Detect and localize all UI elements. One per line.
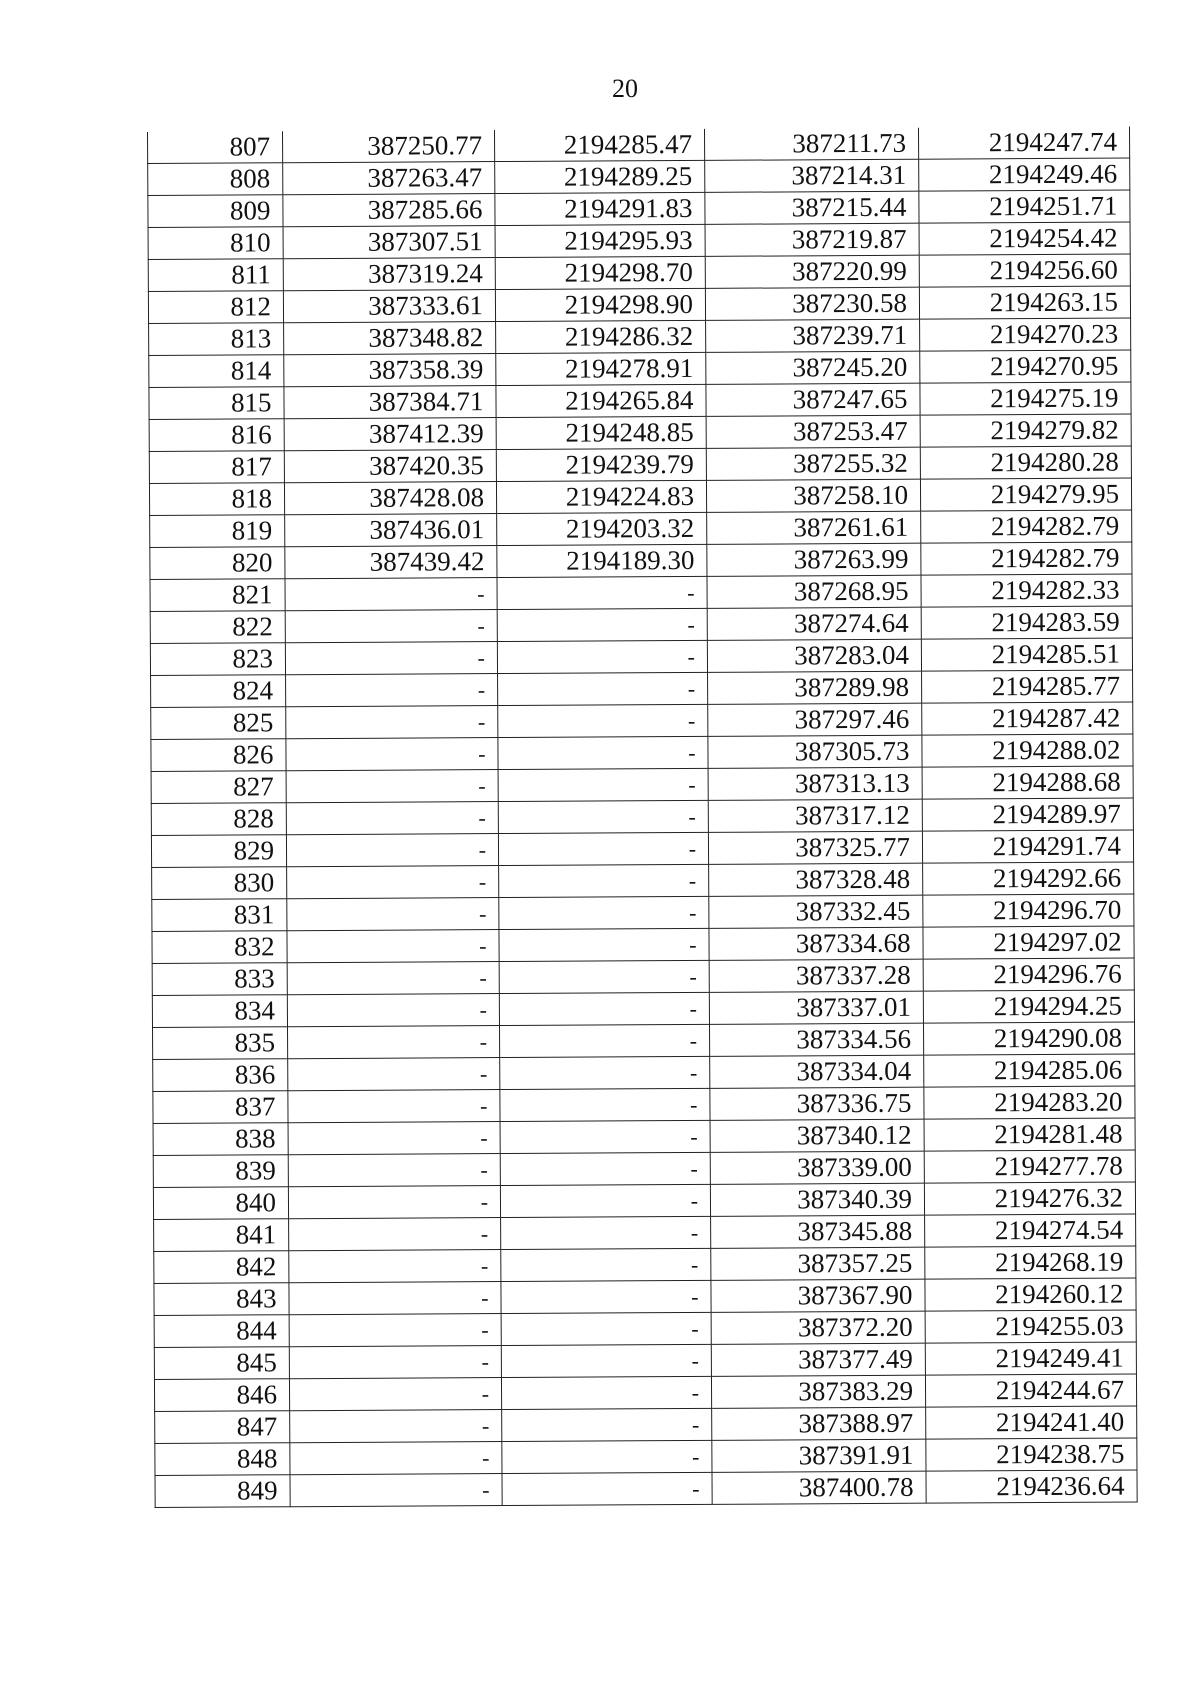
point-number-cell: 820 [150,547,285,580]
point-number-cell: 815 [149,387,284,420]
x-coordinate-cell-2: 387247.65 [706,383,920,416]
x-coordinate-cell: - [288,1090,500,1123]
y-coordinate-cell-2: 2194279.95 [920,478,1131,511]
x-coordinate-cell: 387263.47 [283,162,495,195]
x-coordinate-cell-2: 387215.44 [705,191,919,224]
y-coordinate-cell: - [498,832,708,865]
y-coordinate-cell-2: 2194254.42 [919,222,1130,255]
point-number-cell: 847 [155,1411,290,1444]
y-coordinate-cell: - [501,1248,711,1281]
x-coordinate-cell: - [286,770,498,803]
y-coordinate-cell: 2194189.30 [497,544,707,577]
y-coordinate-cell: 2194291.83 [495,192,705,225]
y-coordinate-cell: - [498,704,708,737]
x-coordinate-cell: - [289,1218,501,1251]
point-number-cell: 811 [148,259,283,292]
point-number-cell: 823 [150,643,285,676]
x-coordinate-cell-2: 387388.97 [712,1407,926,1440]
y-coordinate-cell-2: 2194260.12 [925,1278,1136,1311]
point-number-cell: 832 [152,931,287,964]
x-coordinate-cell-2: 387258.10 [706,479,920,512]
y-coordinate-cell: - [500,1088,710,1121]
point-number-cell: 836 [153,1059,288,1092]
y-coordinate-cell: - [502,1440,712,1473]
y-coordinate-cell: 2194278.91 [496,352,706,385]
point-number-cell: 840 [153,1187,288,1220]
y-coordinate-cell: - [500,1120,710,1153]
y-coordinate-cell-2: 2194268.19 [925,1246,1136,1279]
y-coordinate-cell: - [501,1344,711,1377]
y-coordinate-cell-2: 2194236.64 [926,1470,1137,1503]
x-coordinate-cell: 387439.42 [285,546,497,579]
table-row [155,1470,1137,1507]
x-coordinate-cell-2: 387334.56 [709,1023,923,1056]
y-coordinate-cell-2: 2194238.75 [926,1438,1137,1471]
x-coordinate-cell-2: 387211.73 [704,128,918,161]
y-coordinate-cell: - [500,1152,710,1185]
x-coordinate-cell: - [290,1410,502,1443]
x-coordinate-cell: 387333.61 [283,290,495,323]
x-coordinate-cell: 387319.24 [283,258,495,291]
point-number-cell: 830 [152,867,287,900]
point-number-cell: 818 [149,483,284,516]
x-coordinate-cell-2: 387220.99 [705,255,919,288]
y-coordinate-cell-2: 2194274.54 [925,1214,1136,1247]
x-coordinate-cell: - [287,866,499,899]
x-coordinate-cell-2: 387357.25 [711,1247,925,1280]
x-coordinate-cell: - [285,610,497,643]
y-coordinate-cell-2: 2194285.06 [924,1054,1135,1087]
x-coordinate-cell: - [289,1282,501,1315]
point-number-cell: 808 [148,163,283,196]
y-coordinate-cell: 2194203.32 [497,512,707,545]
x-coordinate-cell: - [288,1154,500,1187]
x-coordinate-cell: 387358.39 [284,354,496,387]
x-coordinate-cell-2: 387367.90 [711,1279,925,1312]
x-coordinate-cell: - [287,898,499,931]
y-coordinate-cell-2: 2194277.78 [924,1150,1135,1183]
y-coordinate-cell-2: 2194275.19 [920,382,1131,415]
x-coordinate-cell: - [285,642,497,675]
x-coordinate-cell-2: 387255.32 [706,447,920,480]
y-coordinate-cell: 2194239.79 [496,448,706,481]
x-coordinate-cell-2: 387391.91 [712,1439,926,1472]
point-number-cell: 843 [154,1283,289,1316]
y-coordinate-cell: - [497,640,707,673]
x-coordinate-cell-2: 387313.13 [708,767,922,800]
x-coordinate-cell-2: 387400.78 [712,1471,926,1504]
x-coordinate-cell: - [285,578,497,611]
point-number-cell: 839 [153,1155,288,1188]
y-coordinate-cell: 2194295.93 [495,224,705,257]
point-number-cell: 835 [153,1027,288,1060]
y-coordinate-cell: 2194248.85 [496,416,706,449]
y-coordinate-cell: - [498,672,708,705]
x-coordinate-cell-2: 387245.20 [706,351,920,384]
y-coordinate-cell: 2194286.32 [496,320,706,353]
y-coordinate-cell-2: 2194255.03 [925,1310,1136,1343]
page-number: 20 [612,74,638,103]
point-number-cell: 848 [155,1443,290,1476]
x-coordinate-cell-2: 387339.00 [710,1151,924,1184]
y-coordinate-cell: - [498,736,708,769]
x-coordinate-cell-2: 387332.45 [709,895,923,928]
x-coordinate-cell-2: 387230.58 [705,287,919,320]
point-number-cell: 813 [149,323,284,356]
point-number-cell: 829 [151,835,286,868]
x-coordinate-cell-2: 387383.29 [711,1375,925,1408]
y-coordinate-cell: - [501,1312,711,1345]
point-number-cell: 816 [149,419,284,452]
point-number-cell: 812 [148,291,283,324]
coordinate-table-body [147,127,1137,1508]
x-coordinate-cell: 387436.01 [285,514,497,547]
y-coordinate-cell-2: 2194287.42 [922,702,1133,735]
point-number-cell: 845 [154,1347,289,1380]
point-number-cell: 826 [151,739,286,772]
y-coordinate-cell-2: 2194296.76 [923,958,1134,991]
y-coordinate-cell: - [500,1056,710,1089]
y-coordinate-cell-2: 2194270.23 [920,318,1131,351]
y-coordinate-cell: - [499,896,709,929]
point-number-cell: 822 [150,611,285,644]
x-coordinate-cell-2: 387372.20 [711,1311,925,1344]
x-coordinate-cell-2: 387214.31 [705,159,919,192]
point-number-cell: 827 [151,771,286,804]
point-number-cell: 834 [152,995,287,1028]
y-coordinate-cell-2: 2194247.74 [918,127,1129,160]
x-coordinate-cell-2: 387305.73 [708,735,922,768]
y-coordinate-cell: 2194224.83 [496,480,706,513]
x-coordinate-cell-2: 387336.75 [710,1087,924,1120]
point-number-cell: 828 [151,803,286,836]
x-coordinate-cell-2: 387263.99 [707,543,921,576]
y-coordinate-cell-2: 2194244.67 [925,1374,1136,1407]
x-coordinate-cell-2: 387328.48 [709,863,923,896]
x-coordinate-cell: 387420.35 [284,450,496,483]
x-coordinate-cell-2: 387261.61 [707,511,921,544]
x-coordinate-cell: - [288,1186,500,1219]
y-coordinate-cell-2: 2194270.95 [920,350,1131,383]
y-coordinate-cell-2: 2194282.79 [921,510,1132,543]
x-coordinate-cell-2: 387377.49 [711,1343,925,1376]
x-coordinate-cell: - [286,674,498,707]
y-coordinate-cell: - [499,992,709,1025]
x-coordinate-cell: 387307.51 [283,226,495,259]
x-coordinate-cell-2: 387317.12 [708,799,922,832]
x-coordinate-cell-2: 387334.04 [710,1055,924,1088]
y-coordinate-cell-2: 2194288.02 [922,734,1133,767]
x-coordinate-cell: - [290,1474,502,1507]
x-coordinate-cell-2: 387239.71 [706,319,920,352]
y-coordinate-cell: - [497,608,707,641]
x-coordinate-cell: - [288,1058,500,1091]
y-coordinate-cell-2: 2194279.82 [920,414,1131,447]
point-number-cell: 841 [154,1219,289,1252]
x-coordinate-cell-2: 387334.68 [709,927,923,960]
point-number-cell: 849 [155,1475,290,1508]
point-number-cell: 817 [149,451,284,484]
y-coordinate-cell: - [499,928,709,961]
x-coordinate-cell: - [290,1442,502,1475]
y-coordinate-cell-2: 2194288.68 [922,766,1133,799]
y-coordinate-cell-2: 2194285.77 [922,670,1133,703]
point-number-cell: 810 [148,227,283,260]
y-coordinate-cell-2: 2194282.79 [921,542,1132,575]
x-coordinate-cell: - [287,994,499,1027]
y-coordinate-cell-2: 2194290.08 [923,1022,1134,1055]
y-coordinate-cell: 2194289.25 [495,160,705,193]
x-coordinate-cell-2: 387325.77 [708,831,922,864]
x-coordinate-cell-2: 387340.39 [710,1183,924,1216]
x-coordinate-cell: - [289,1346,501,1379]
y-coordinate-cell-2: 2194283.59 [921,606,1132,639]
y-coordinate-cell: 2194265.84 [496,384,706,417]
x-coordinate-cell: 387384.71 [284,386,496,419]
y-coordinate-cell-2: 2194296.70 [923,894,1134,927]
y-coordinate-cell-2: 2194289.97 [922,798,1133,831]
point-number-cell: 819 [150,515,285,548]
y-coordinate-cell-2: 2194282.33 [921,574,1132,607]
x-coordinate-cell: - [289,1314,501,1347]
point-number-cell: 838 [153,1123,288,1156]
y-coordinate-cell: - [499,960,709,993]
y-coordinate-cell: 2194298.90 [495,288,705,321]
y-coordinate-cell: - [502,1472,712,1505]
y-coordinate-cell-2: 2194297.02 [923,926,1134,959]
y-coordinate-cell-2: 2194241.40 [926,1406,1137,1439]
coordinate-table [147,127,1138,1509]
x-coordinate-cell-2: 387274.64 [707,607,921,640]
x-coordinate-cell: - [289,1250,501,1283]
y-coordinate-cell: - [498,768,708,801]
y-coordinate-cell-2: 2194292.66 [923,862,1134,895]
x-coordinate-cell-2: 387253.47 [706,415,920,448]
point-number-cell: 807 [147,131,282,163]
x-coordinate-cell: 387348.82 [284,322,496,355]
y-coordinate-cell: - [501,1280,711,1313]
y-coordinate-cell-2: 2194249.46 [919,158,1130,191]
point-number-cell: 814 [149,355,284,388]
x-coordinate-cell: - [286,802,498,835]
point-number-cell: 821 [150,579,285,612]
point-number-cell: 842 [154,1251,289,1284]
point-number-cell: 824 [151,675,286,708]
y-coordinate-cell: - [497,576,707,609]
y-coordinate-cell-2: 2194263.15 [919,286,1130,319]
x-coordinate-cell-2: 387337.01 [709,991,923,1024]
y-coordinate-cell-2: 2194281.48 [924,1118,1135,1151]
x-coordinate-cell: - [286,706,498,739]
point-number-cell: 809 [148,195,283,228]
x-coordinate-cell: 387428.08 [284,482,496,515]
y-coordinate-cell: 2194298.70 [495,256,705,289]
y-coordinate-cell: 2194285.47 [494,129,704,162]
x-coordinate-cell-2: 387219.87 [705,223,919,256]
point-number-cell: 831 [152,899,287,932]
point-number-cell: 844 [154,1315,289,1348]
x-coordinate-cell-2: 387337.28 [709,959,923,992]
x-coordinate-cell: 387412.39 [284,418,496,451]
x-coordinate-cell-2: 387283.04 [707,639,921,672]
x-coordinate-cell: 387250.77 [282,130,494,163]
x-coordinate-cell: - [287,962,499,995]
y-coordinate-cell-2: 2194276.32 [924,1182,1135,1215]
y-coordinate-cell-2: 2194280.28 [920,446,1131,479]
y-coordinate-cell-2: 2194285.51 [921,638,1132,671]
y-coordinate-cell-2: 2194251.71 [919,190,1130,223]
y-coordinate-cell: - [502,1408,712,1441]
y-coordinate-cell: - [499,1024,709,1057]
y-coordinate-cell-2: 2194256.60 [919,254,1130,287]
x-coordinate-cell: - [286,738,498,771]
x-coordinate-cell: - [286,834,498,867]
y-coordinate-cell: - [501,1376,711,1409]
x-coordinate-cell: - [287,1026,499,1059]
x-coordinate-cell-2: 387340.12 [710,1119,924,1152]
point-number-cell: 833 [152,963,287,996]
x-coordinate-cell: - [289,1378,501,1411]
x-coordinate-cell-2: 387268.95 [707,575,921,608]
x-coordinate-cell-2: 387289.98 [708,671,922,704]
y-coordinate-cell-2: 2194283.20 [924,1086,1135,1119]
x-coordinate-cell: - [287,930,499,963]
y-coordinate-cell-2: 2194294.25 [923,990,1134,1023]
y-coordinate-cell-2: 2194249.41 [925,1342,1136,1375]
point-number-cell: 837 [153,1091,288,1124]
x-coordinate-cell: - [288,1122,500,1155]
x-coordinate-cell-2: 387345.88 [711,1215,925,1248]
x-coordinate-cell: 387285.66 [283,194,495,227]
y-coordinate-cell: - [500,1184,710,1217]
point-number-cell: 846 [154,1379,289,1412]
point-number-cell: 825 [151,707,286,740]
y-coordinate-cell: - [501,1216,711,1249]
x-coordinate-cell-2: 387297.46 [708,703,922,736]
y-coordinate-cell: - [498,800,708,833]
y-coordinate-cell: - [499,864,709,897]
y-coordinate-cell-2: 2194291.74 [922,830,1133,863]
